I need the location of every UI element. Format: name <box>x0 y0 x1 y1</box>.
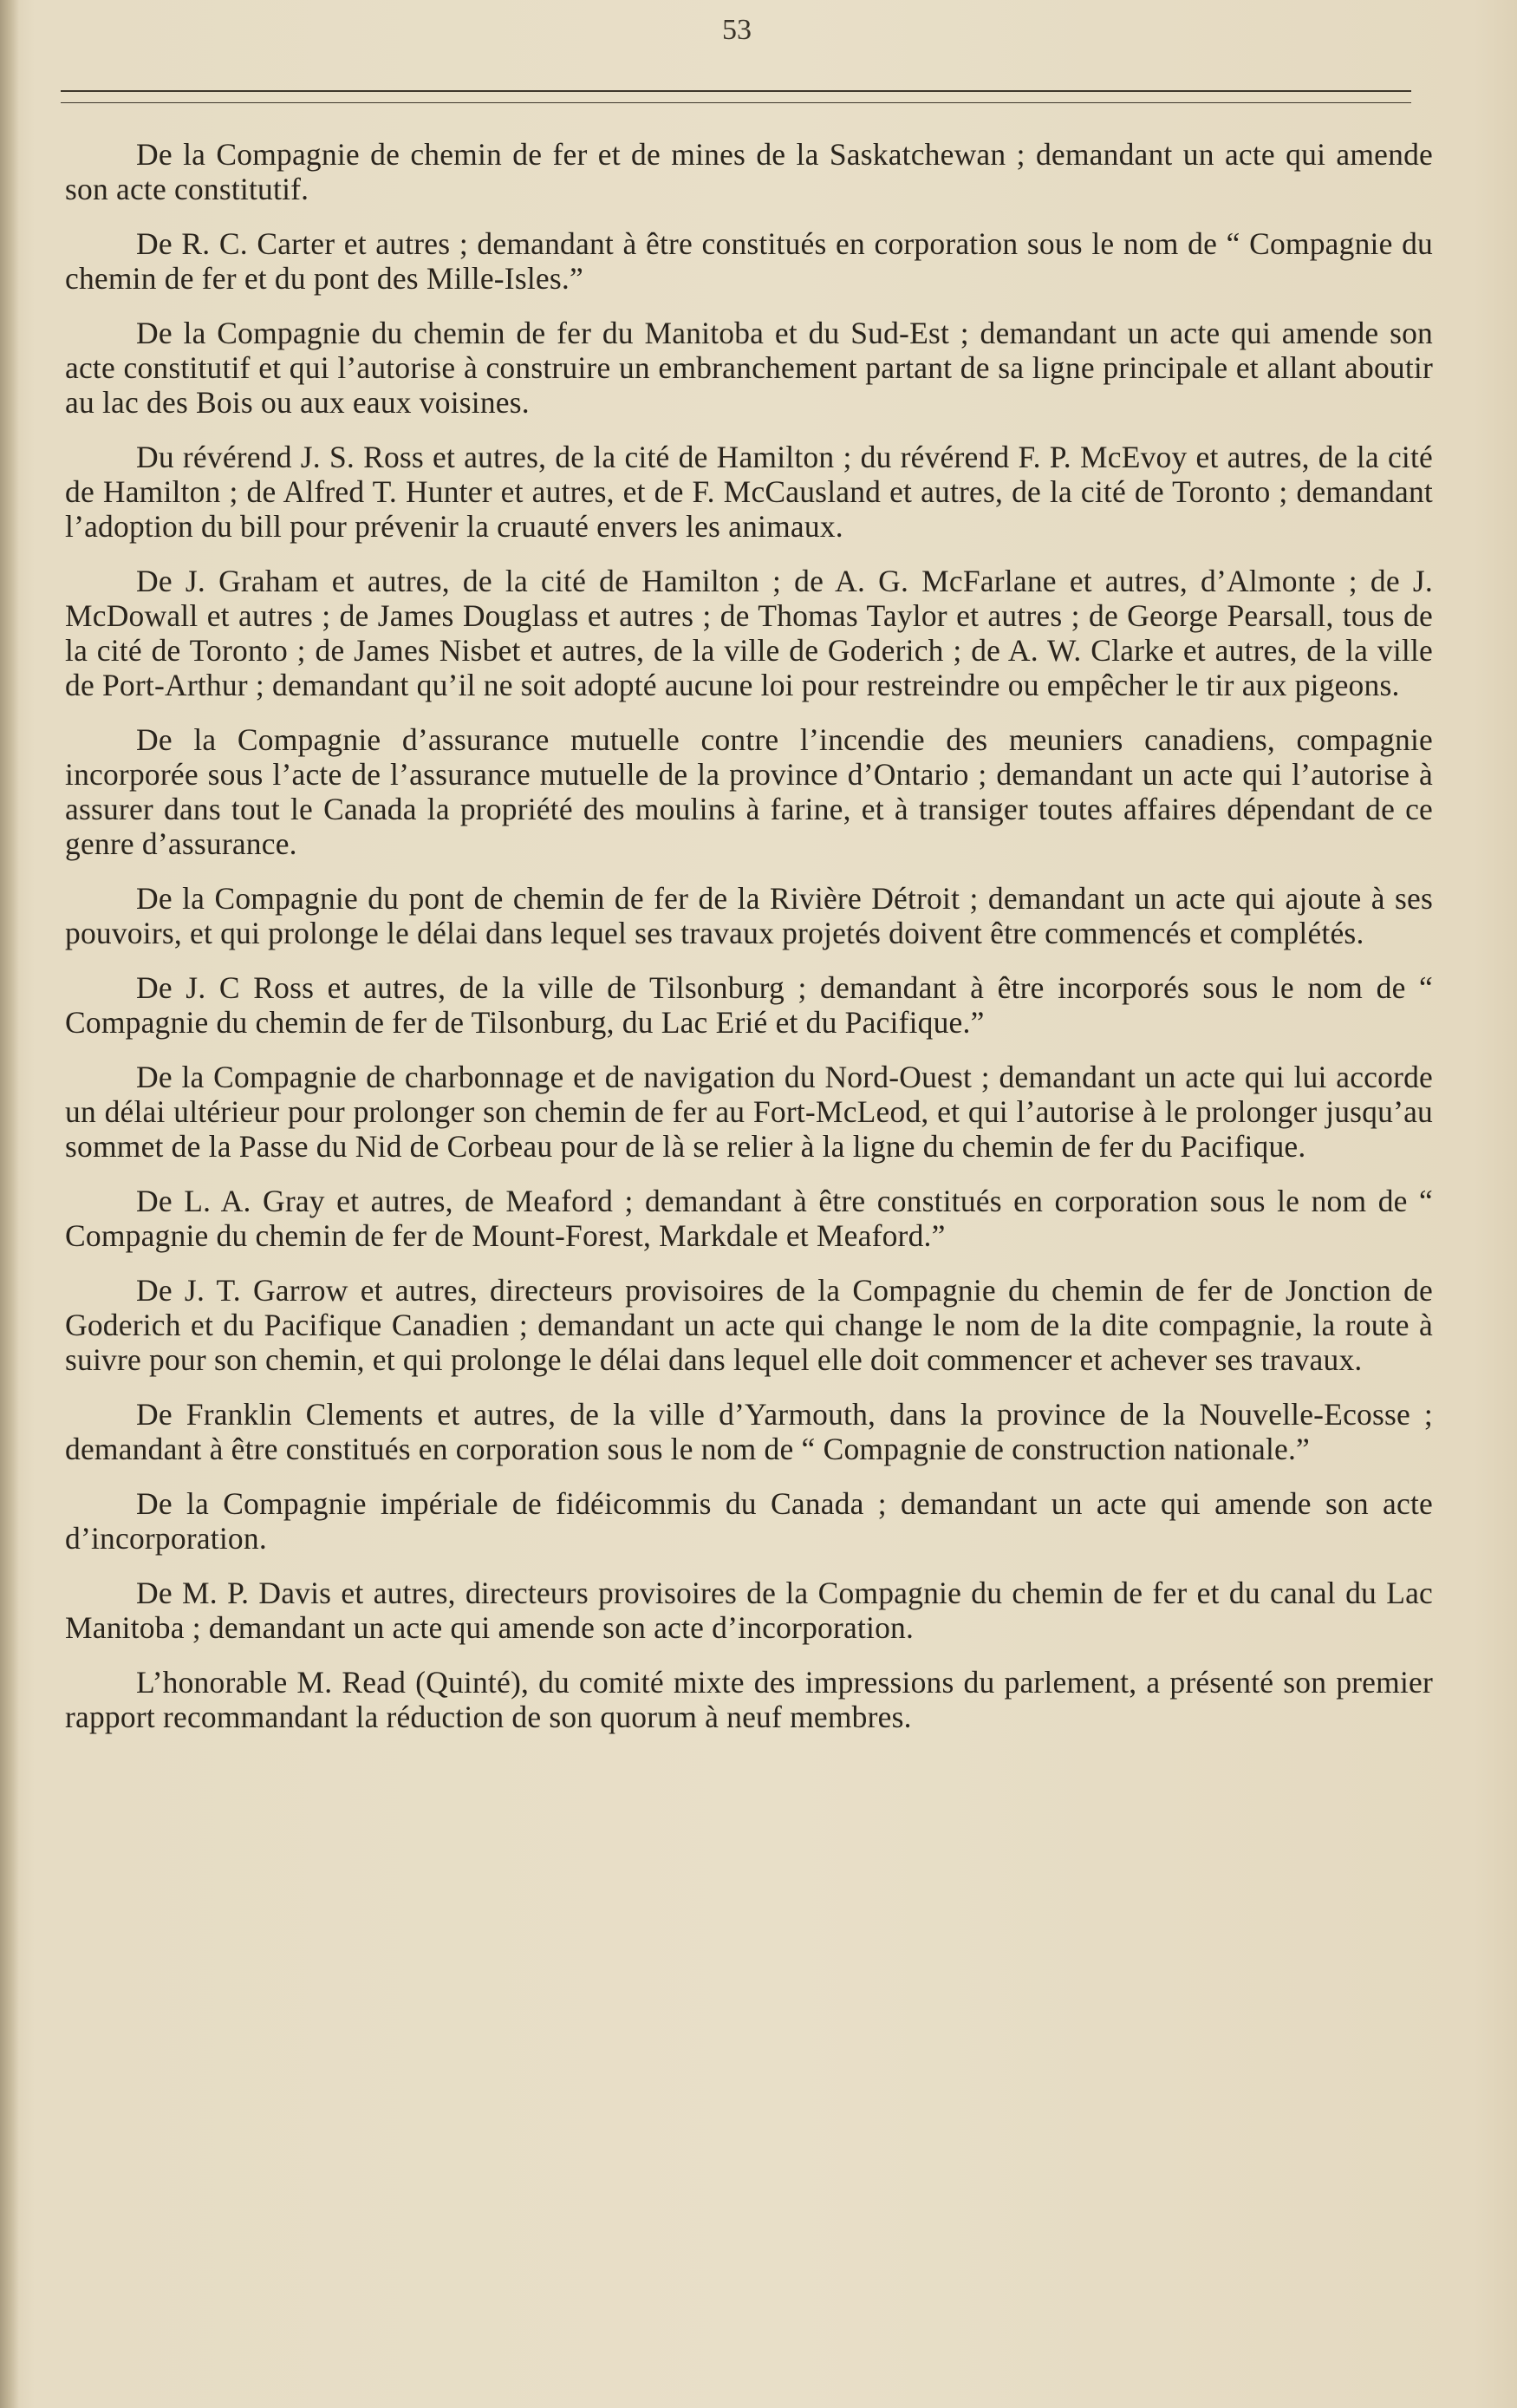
paragraph-lake-manitoba-canal: De M. P. Davis et autres, directeurs provisoires de la Compagnie du chemin de fer et du canal du Lac Manitoba ; demandant un acte qui amende son acte d’incorporation. <box>65 1576 1433 1645</box>
paragraph-tilsonburg-railway: De J. C Ross et autres, de la ville de Tilsonburg ; demandant à être incorporés sous le nom de “ Compagnie du chemin de fer de Tilsonburg, du Lac Erié et du Pacifique.” <box>65 970 1433 1040</box>
petitions-text <box>65 137 1433 1754</box>
paragraph-national-construction: De Franklin Clements et autres, de la ville d’Yarmouth, dans la province de la Nouvelle-Ecosse ; demandant à être constitués en corporation sous le nom de “ Compagnie de construction nationale.” <box>65 1397 1433 1466</box>
paragraph-saskatchewan-railway: De la Compagnie de chemin de fer et de mines de la Saskatchewan ; demandant un acte qui amende son acte constitutif. <box>65 137 1433 206</box>
page-binding-edge <box>0 0 19 2408</box>
paragraph-millers-insurance: De la Compagnie d’assurance mutuelle contre l’incendie des meuniers canadiens, compagnie incorporée sous l’acte de l’assurance mutuelle de la province d’Ontario ; demandant un acte qui l’autorise à assurer dans tout le Canada la propriété des moulins à farine, et à transiger toutes affaires dépendant de ce genre d’assurance. <box>65 722 1433 861</box>
paragraph-pigeon-shooting: De J. Graham et autres, de la cité de Hamilton ; de A. G. McFarlane et autres, d’Almonte ; de J. McDowall et autres ; de James Douglass et autres ; de Thomas Taylor et autres ; de George Pearsall, tous de la cité de Toronto ; de James Nisbet et autres, de la ville de Goderich ; de A. W. Clarke et autres, de la ville de Port-Arthur ; demandant qu’il ne soit adopté aucune loi pour restreindre ou empêcher le tir aux pigeons. <box>65 564 1433 702</box>
paragraph-cruelty-to-animals: Du révérend J. S. Ross et autres, de la cité de Hamilton ; du révérend F. P. McEvoy et autres, de la cité de Hamilton ; de Alfred T. Hunter et autres, et de F. McCausland et autres, de la cité de Toronto ; demandant l’adoption du bill pour prévenir la cruauté envers les animaux. <box>65 440 1433 544</box>
paragraph-printing-committee-report: L’honorable M. Read (Quinté), du comité mixte des impressions du parlement, a présenté son premier rapport recommandant la réduction de son quorum à neuf membres. <box>65 1665 1433 1734</box>
paragraph-goderich-junction: De J. T. Garrow et autres, directeurs provisoires de la Compagnie du chemin de fer de Jonction de Goderich et du Pacifique Canadien ; demandant un acte qui change le nom de la dite compagnie, la route à suivre pour son chemin, et qui prolonge le délai dans lequel elle doit commencer et achever ses travaux. <box>65 1273 1433 1377</box>
paragraph-north-west-coal: De la Compagnie de charbonnage et de navigation du Nord-Ouest ; demandant un acte qui lui accorde un délai ultérieur pour prolonger son chemin de fer au Fort-McLeod, et qui l’autorise à le prolonger jusqu’au sommet de la Passe du Nid de Corbeau pour de là se relier à la ligne du chemin de fer du Pacifique. <box>65 1060 1433 1164</box>
paragraph-mount-forest-railway: De L. A. Gray et autres, de Meaford ; demandant à être constitués en corporation sous le nom de “ Compagnie du chemin de fer de Mount-Forest, Markdale et Meaford.” <box>65 1184 1433 1253</box>
header-rule-top <box>61 90 1411 92</box>
header-rule-bottom <box>61 102 1411 103</box>
page-number: 53 <box>722 14 752 46</box>
paragraph-detroit-river-bridge: De la Compagnie du pont de chemin de fer de la Rivière Détroit ; demandant un acte qui ajoute à ses pouvoirs, et qui prolonge le délai dans lequel ses travaux projetés doivent être commencés et complétés. <box>65 881 1433 950</box>
paragraph-manitoba-sud-est: De la Compagnie du chemin de fer du Manitoba et du Sud-Est ; demandant un acte qui amende son acte constitutif et qui l’autorise à construire un embranchement partant de sa ligne principale et allant aboutir au lac des Bois ou aux eaux voisines. <box>65 316 1433 420</box>
paragraph-imperial-trust: De la Compagnie impériale de fidéicommis du Canada ; demandant un acte qui amende son acte d’incorporation. <box>65 1486 1433 1556</box>
paragraph-carter-mille-isles: De R. C. Carter et autres ; demandant à être constitués en corporation sous le nom de “ Compagnie du chemin de fer et du pont des Mille-Isles.” <box>65 226 1433 296</box>
